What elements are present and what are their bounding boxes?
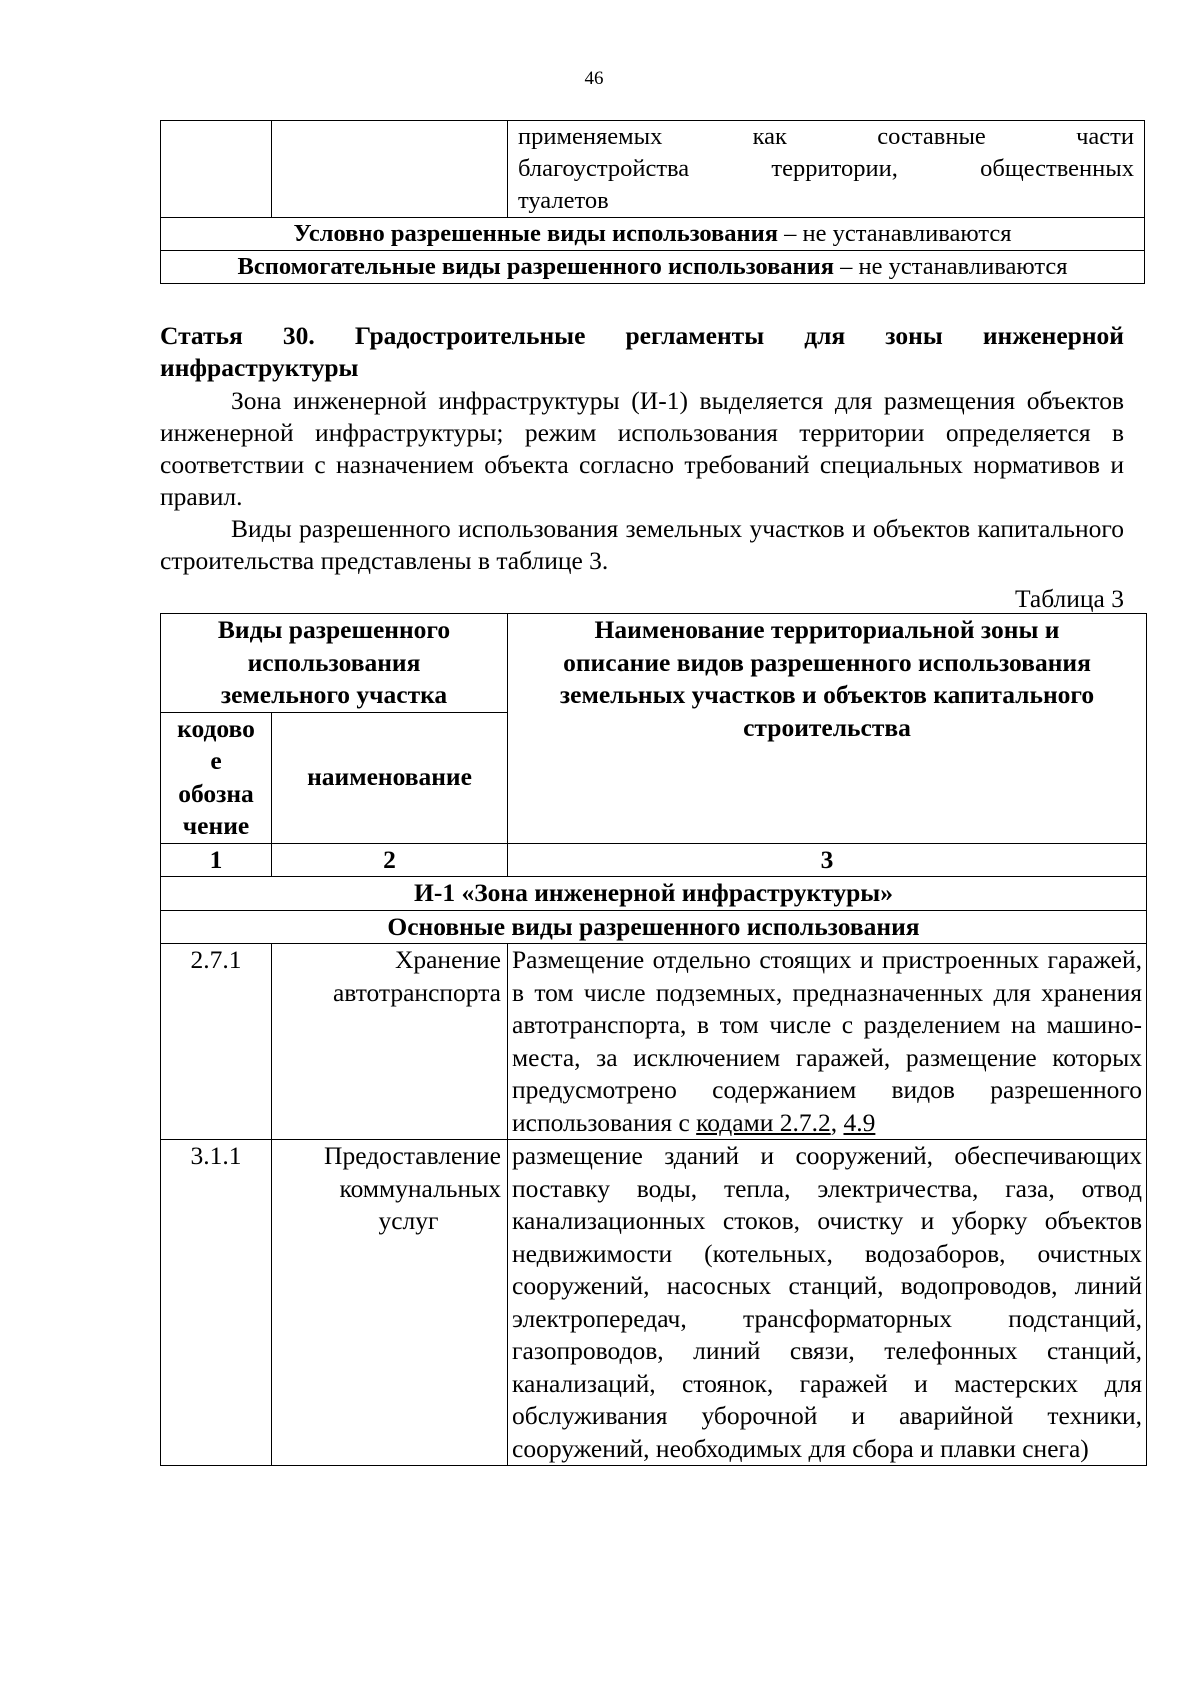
continued-line-3: туалетов [518,187,609,214]
subheader-code-line-2: е [210,746,222,775]
header-right-line-3: земельных участков и объектов капитального [559,680,1095,709]
col-number-1: 1 [161,843,272,877]
row-name [272,944,508,1140]
article-title-line-1: Статья 30. Градостроительные регламенты для зоны инженерной [160,321,1124,350]
table-caption: Таблица 3 [1014,584,1124,613]
page-number: 46 [584,68,604,89]
code-link-2-7-2[interactable]: кодами 2.7.2 [696,1107,831,1137]
subheader-code-line-1: кодово [177,713,255,743]
row-description [508,944,1147,1140]
zone-title-row [161,877,1147,911]
row-code: 3.1.1 [161,1140,272,1466]
auxiliary-uses-status: – не устанавливаются [834,253,1068,280]
continued-description-cell [508,121,1145,218]
subheader-name: наименование [272,712,508,843]
conditional-uses-title: Условно разрешенные виды использования [293,220,779,247]
subheader-code-line-4: чение [182,811,250,840]
row-name-line-1: Предоставление [324,1141,501,1170]
row-name-line-2: автотранспорта [332,977,501,1007]
column-number-row [161,843,1147,877]
article-title [160,320,1124,384]
article-paragraph-1: Зона инженерной инфраструктуры (И-1) выделяется для размещения объектов инженерной инфраструктуры; режим использования территории определяется в соответствии с назначением объекта согласно требований специальных нормативов и правил. [160,386,1124,511]
subheader-code [161,712,272,843]
row-description-text: Размещение отдельно стоящих и пристроенных гаражей, в том числе подземных, предназначенных для хранения автотранспорта, в том числе с разделением на машино-места, за исключением гаражей, размещение которых предусмотрено содержанием видов разрешенного использования с [512,945,1142,1137]
code-link-4-9[interactable]: 4.9 [843,1107,876,1137]
table-row [161,1140,1147,1466]
article-paragraph-2: Виды разрешенного использования земельных участков и объектов капитального строительства представлены в таблице 3. [160,514,1124,575]
header-left-line-2: использования [247,647,421,677]
article-title-line-2: инфраструктуры [160,353,359,382]
header-right-line-1: Наименование территориальной зоны и [594,615,1060,644]
continued-line-2: благоустройства территории, общественных [518,155,1134,182]
table-row [161,121,1145,218]
header-right-line-2: описание видов разрешенного использования [563,647,1091,677]
row-name-line-3: услуг [378,1206,439,1235]
header-left-line-3: земельного участка [220,680,448,709]
empty-code-cell [161,121,272,218]
row-name-line-2: коммунальных [339,1173,501,1203]
auxiliary-uses-row [161,251,1145,284]
table-row [161,944,1147,1140]
table-header-row [161,614,1147,713]
empty-name-cell [272,121,508,218]
previous-table-continuation [160,120,1145,284]
row-name-line-1: Хранение [394,945,501,974]
header-right-line-4: строительства [743,712,911,742]
subheader-code-line-3: обозна [178,778,254,808]
col-number-3: 3 [508,843,1147,877]
conditional-uses-row [161,218,1145,251]
header-zone-description [508,614,1147,844]
auxiliary-uses-title: Вспомогательные виды разрешенного использования [237,253,835,280]
header-left-line-1: Виды разрешенного [217,615,451,644]
row-code: 2.7.1 [161,944,272,1140]
link-separator: , [830,1107,844,1137]
continued-line-1: применяемых как составные части [518,123,1134,150]
article-body [160,385,1124,577]
header-permitted-uses [161,614,508,713]
section-title-row [161,910,1147,944]
section-title: Основные виды разрешенного использования [161,910,1147,944]
row-name [272,1140,508,1466]
zone-title: И-1 «Зона инженерной инфраструктуры» [161,877,1147,911]
row-description: размещение зданий и сооружений, обеспечивающих поставку воды, тепла, электричества, газа, отвод канализационных стоков, очистку и уборку объектов недвижимости (котельных, водозаборов, очистных сооружений, насосных станций, водопроводов, линий электропередач, трансформаторных подстанций, газопроводов, линий связи, телефонных станций, канализаций, стоянок, гаражей и мастерских для обслуживания уборочной и аварийной техники, сооружений, необходимых для сбора и плавки снега) [508,1140,1147,1466]
table-3 [160,613,1147,1466]
col-number-2: 2 [272,843,508,877]
conditional-uses-status: – не устанавливаются [778,220,1012,247]
